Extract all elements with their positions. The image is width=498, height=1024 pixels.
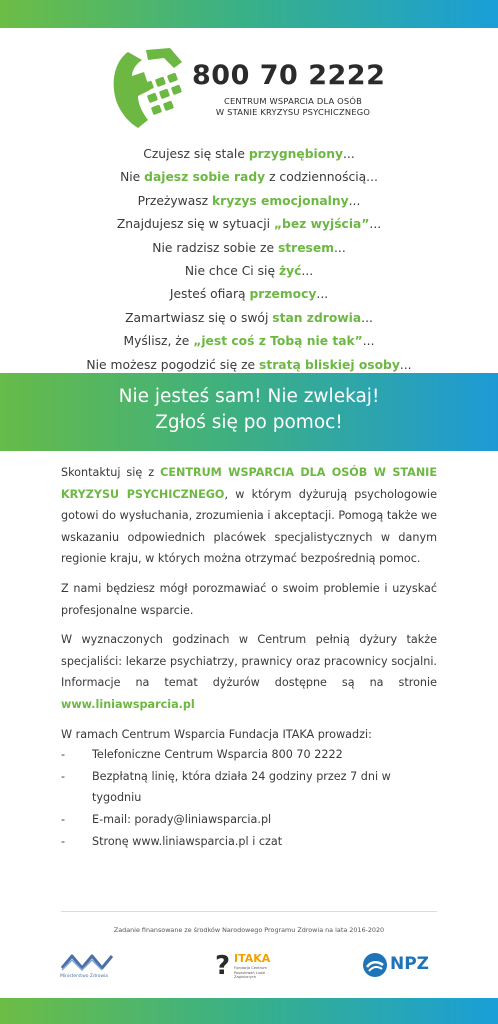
- npz-logo: [362, 950, 438, 980]
- logo-subtitle-line2: W STANIE KRYZYSU PSYCHICZNEGO: [215, 107, 371, 117]
- question-line: Znajdujesz się w sytuacji „bez wyjścia”...: [116, 217, 382, 232]
- question-line: Nie radzisz sobie ze stresem...: [152, 240, 346, 255]
- banner-line-2: Zgłoś się po pomoc!: [155, 412, 343, 433]
- phone-handset-icon: [108, 46, 188, 132]
- question-line: Zamartwiasz się o swój stan zdrowia...: [125, 310, 373, 325]
- itaka-subtitle: Fundacja Centrum Poszukiwań Ludzi Zaginionych: [234, 966, 267, 979]
- logo-subtitle-line1: CENTRUM WSPARCIA DLA OSÓB: [223, 96, 362, 106]
- question-line: Myślisz, że „jest coś z Tobą nie tak”...: [123, 334, 375, 349]
- phone-number[interactable]: 800 70 2222: [192, 60, 386, 91]
- paragraph-support: Z nami będziesz mógł porozmawiać o swoim problemie i uzyskać profesjonalne wsparcie.: [61, 581, 437, 617]
- services-list: [61, 744, 437, 852]
- list-item: - E-mail: porady@liniawsparcia.pl: [61, 812, 272, 826]
- question-line: Czujesz się stale przygnębiony...: [143, 147, 355, 161]
- bottom-gradient-bar: [0, 998, 498, 1024]
- question-line: Nie możesz pogodzić się ze stratą bliskiej osoby...: [86, 357, 412, 372]
- top-gradient-bar: [0, 0, 498, 28]
- helpline-logo: [108, 46, 398, 132]
- ministry-of-health-logo: [60, 950, 120, 984]
- funding-note: Zadanie finansowane ze środków Narodowego Programu Zdrowia na lata 2016-2020: [113, 926, 385, 934]
- svg-text:?: ?: [215, 951, 231, 980]
- question-line: Przeżywasz kryzys emocjonalny...: [137, 193, 361, 208]
- itaka-logo: [214, 948, 286, 982]
- list-item: - Bezpłatną linię, która działa 24 godziny przez 7 dni w tygodniu: [61, 769, 391, 805]
- question-list: [0, 143, 498, 377]
- npz-emblem-icon: [362, 952, 388, 978]
- call-to-action-banner: [0, 373, 498, 451]
- itaka-wordmark: ITAKA: [234, 952, 271, 965]
- ministry-caption: Ministerstwo Zdrowia: [60, 974, 109, 979]
- ministry-wave-icon: [60, 950, 120, 974]
- logo-subtitle: [198, 96, 388, 118]
- list-item: - Stronę www.liniawsparcia.pl i czat: [61, 834, 283, 848]
- paragraph-itaka: W ramach Centrum Wsparcia Fundacja ITAKA prowadzi:: [61, 727, 372, 741]
- question-line: Jesteś ofiarą przemocy...: [169, 287, 329, 302]
- center-name-highlight: CENTRUM WSPARCIA DLA OSÓB W STANIE KRYZYSU PSYCHICZNEGO: [61, 466, 437, 501]
- paragraph-specialists: W wyznaczonych godzinach w Centrum pełnią dyżury także specjaliści: lekarze psychiatrzy, prawnicy oraz pracownicy socjalni. Informacje na temat dyżurów dostępne są na stronie www.liniawsparcia.pl: [61, 633, 437, 711]
- question-line: Nie dajesz sobie rady z codziennością...: [120, 170, 378, 185]
- footer-divider: [61, 911, 437, 912]
- body-text: [61, 462, 437, 852]
- question-line: Nie chce Ci się żyć...: [184, 264, 314, 279]
- paragraph-contact: Skontaktuj się z CENTRUM WSPARCIA DLA OSÓB W STANIE KRYZYSU PSYCHICZNEGO, w którym dyżurują psychologowie gotowi do wysłuchania, zrozumienia i akceptacji. Pomogą także we wskazaniu odpowiednich placówek specjalistycznych w danym regionie kraju, w których można otrzymać bezpośrednią pomoc.: [61, 466, 437, 566]
- question-mark-icon: [214, 950, 232, 980]
- list-item: - Telefoniczne Centrum Wsparcia 800 70 2222: [61, 748, 343, 762]
- npz-wordmark: NPZ: [390, 954, 430, 974]
- website-link[interactable]: www.liniawsparcia.pl: [61, 697, 195, 711]
- banner-line-1: Nie jesteś sam! Nie zwlekaj!: [118, 386, 380, 407]
